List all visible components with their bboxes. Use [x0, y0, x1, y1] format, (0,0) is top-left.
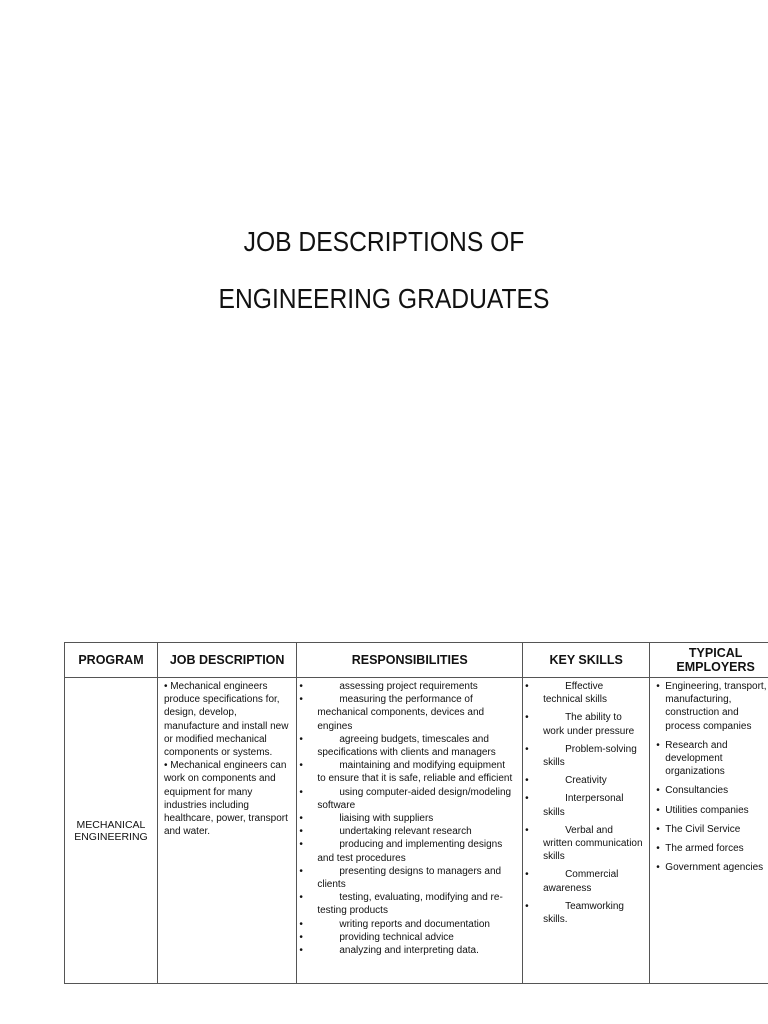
header-typical-employers: TYPICAL EMPLOYERS: [650, 643, 768, 678]
list-item: • The Civil Service: [656, 823, 741, 835]
list-item: • testing, evaluating, modifying and re-testing products: [299, 892, 503, 917]
responsibilities-cell: [297, 678, 523, 984]
list-item: • Creativity: [525, 775, 607, 787]
list-item: • Engineering, transport, manufacturing, construction and process companies: [656, 681, 767, 732]
list-item: • liaising with suppliers: [299, 813, 434, 825]
list-item: • Interpersonal skills: [525, 793, 624, 818]
list-item: • writing reports and documentation: [299, 918, 490, 930]
list-item: • Consultancies: [656, 785, 729, 797]
page-title-line-2: ENGINEERING GRADUATES: [218, 283, 550, 314]
list-item: • presenting designs to managers and clients: [299, 865, 502, 891]
list-item: • Research and development organizations: [656, 739, 728, 778]
header-key-skills: KEY SKILLS: [523, 643, 650, 678]
table-row: [65, 678, 768, 984]
list-item: • maintaining and modifying equipment to ensure that it is safe, reliable and efficient: [299, 760, 513, 785]
list-item: • Teamworking skills.: [525, 900, 624, 926]
job-description-table: [64, 642, 768, 984]
list-item: • providing technical advice: [299, 931, 454, 943]
page-title-line-1: JOB DESCRIPTIONS OF: [243, 226, 525, 257]
program-cell: [65, 678, 158, 984]
list-item: • agreeing budgets, timescales and specifications with clients and managers: [299, 733, 496, 759]
list-item: • measuring the performance of mechanical components, devices and engines: [299, 694, 485, 732]
program-name: MECHANICAL ENGINEERING: [74, 818, 148, 843]
list-item: • Utilities companies: [656, 804, 749, 816]
list-item: • using computer-aided design/modeling software: [299, 786, 512, 811]
key-skills-cell: [523, 678, 650, 984]
list-item: • producing and implementing designs and test procedures: [299, 839, 503, 864]
list-item: • Mechanical engineers produce specifications for, design, develop, manufacture and install new or modified mechanical components or systems.: [163, 681, 289, 759]
list-item: • Problem-solving skills: [525, 743, 637, 769]
list-item: • Government agencies: [656, 862, 764, 874]
list-item: • analyzing and interpreting data.: [299, 945, 479, 957]
list-item: • Mechanical engineers can work on components and equipment for many industries including healthcare, power, transport and water.: [163, 760, 288, 838]
header-responsibilities: RESPONSIBILITIES: [297, 643, 523, 678]
list-item: • The ability to work under pressure: [525, 712, 635, 737]
header-program: PROGRAM: [65, 643, 158, 678]
table-header-row: [65, 643, 768, 678]
list-item: • Effective technical skills: [525, 681, 607, 706]
list-item: • undertaking relevant research: [299, 826, 472, 838]
typical-employers-cell: [650, 678, 768, 984]
list-item: • Commercial awareness: [525, 869, 619, 894]
list-item: • Verbal and written communication skills: [525, 824, 643, 863]
list-item: • assessing project requirements: [299, 681, 478, 692]
header-job-description: JOB DESCRIPTION: [157, 643, 296, 678]
list-item: • The armed forces: [656, 843, 744, 855]
job-description-cell: [157, 678, 296, 984]
